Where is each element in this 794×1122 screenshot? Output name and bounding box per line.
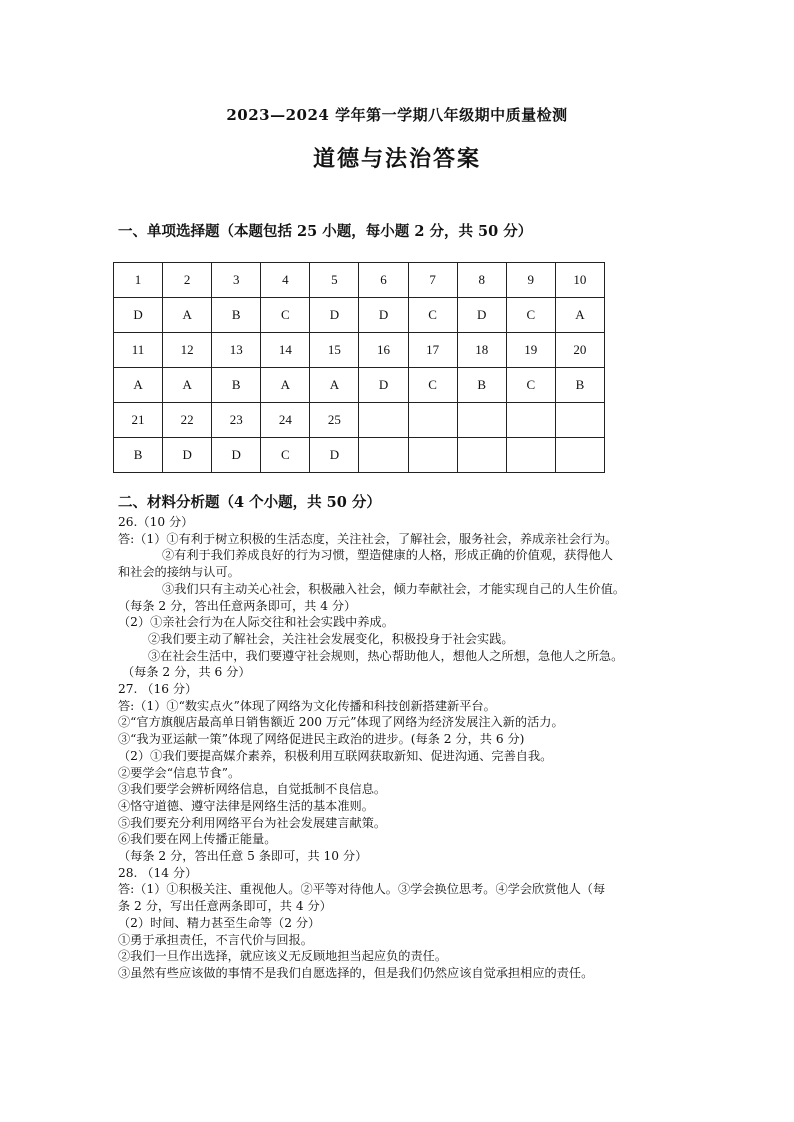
- table-cell: D: [114, 298, 163, 333]
- table-cell: 23: [212, 403, 261, 438]
- scoring-note: （每条 2 分，答出任意 5 条即可，共 10 分）: [118, 849, 368, 864]
- table-cell: D: [457, 298, 506, 333]
- table-cell: A: [163, 368, 212, 403]
- table-cell: 17: [408, 333, 457, 368]
- table-cell: [506, 438, 555, 473]
- table-cell: A: [555, 298, 604, 333]
- table-row: [114, 368, 605, 403]
- table-cell: A: [163, 298, 212, 333]
- table-cell: 15: [310, 333, 359, 368]
- answer-line: ③我们只有主动关心社会，积极融入社会，倾力奉献社会，才能实现自己的人生价值。: [162, 581, 626, 596]
- section2-heading: 二、材料分析题（4 个小题，共 50 分）: [118, 494, 381, 511]
- table-cell: A: [114, 368, 163, 403]
- answer-line: 条 2 分，写出任意两条即可，共 4 分）: [118, 899, 332, 914]
- table-cell: 13: [212, 333, 261, 368]
- table-cell: 25: [310, 403, 359, 438]
- table-cell: [555, 438, 604, 473]
- table-cell: 8: [457, 263, 506, 298]
- answer-line: ③“我为亚运献一策”体现了网络促进民主政治的进步。(每条 2 分，共 6 分): [118, 732, 525, 747]
- answer-line: ③我们要学会辨析网络信息，自觉抵制不良信息。: [118, 782, 387, 797]
- answer-line: （2）①亲社会行为在人际交往和社会实践中养成。: [118, 615, 394, 630]
- question-27-header: 27. （16 分）: [118, 682, 198, 697]
- table-cell: C: [261, 298, 310, 333]
- table-cell: A: [310, 368, 359, 403]
- table-cell: 20: [555, 333, 604, 368]
- table-cell: B: [555, 368, 604, 403]
- scoring-note: （每条 2 分，答出任意两条即可，共 4 分）: [118, 598, 357, 613]
- table-cell: [359, 403, 408, 438]
- table-cell: [457, 438, 506, 473]
- table-cell: 2: [163, 263, 212, 298]
- table-cell: B: [212, 368, 261, 403]
- answer-line: （2）①我们要提高媒介素养，积极利用互联网获取新知、促进沟通、完善自我。: [118, 748, 553, 763]
- table-cell: B: [114, 438, 163, 473]
- table-cell: B: [457, 368, 506, 403]
- table-cell: C: [506, 298, 555, 333]
- table-cell: 4: [261, 263, 310, 298]
- table-cell: [506, 403, 555, 438]
- answer-line: ①勇于承担责任，不言代价与回报。: [118, 932, 313, 947]
- answer-line: （2）时间、精力甚至生命等（2 分）: [118, 915, 321, 930]
- table-cell: A: [261, 368, 310, 403]
- table-cell: 1: [114, 263, 163, 298]
- table-cell: 19: [506, 333, 555, 368]
- answer-line: ⑥我们要在网上传播正能量。: [118, 832, 277, 847]
- answer-line: 答:（1）①积极关注、重视他人。②平等对待他人。③学会换位思考。④学会欣赏他人（每: [118, 882, 606, 897]
- answer-line: ②我们要主动了解社会，关注社会发展变化，积极投身于社会实践。: [148, 631, 514, 646]
- table-cell: 10: [555, 263, 604, 298]
- question-28-header: 28. （14 分）: [118, 865, 198, 880]
- table-cell: [555, 403, 604, 438]
- answer-line: 答:（1）①“数实点火”体现了网络为文化传播和科技创新搭建新平台。: [118, 698, 496, 713]
- table-cell: D: [359, 368, 408, 403]
- table-cell: 22: [163, 403, 212, 438]
- table-cell: C: [408, 298, 457, 333]
- answer-line: ③虽然有些应该做的事情不是我们自愿选择的，但是我们仍然应该自觉承担相应的责任。: [118, 965, 594, 980]
- table-cell: C: [261, 438, 310, 473]
- question-26-header: 26.（10 分）: [118, 515, 194, 529]
- table-cell: 9: [506, 263, 555, 298]
- table-row: [114, 403, 605, 438]
- table-cell: 16: [359, 333, 408, 368]
- table-cell: 7: [408, 263, 457, 298]
- answer-line: 答:（1）①有利于树立积极的生活态度，关注社会，了解社会，服务社会，养成亲社会行为。: [118, 531, 618, 546]
- table-cell: 18: [457, 333, 506, 368]
- table-cell: [457, 403, 506, 438]
- table-cell: B: [212, 298, 261, 333]
- table-cell: 14: [261, 333, 310, 368]
- answer-body: [118, 514, 688, 982]
- exam-title: 2023—2024 学年第一学期八年级期中质量检测: [226, 106, 568, 124]
- table-cell: [359, 438, 408, 473]
- answer-line: ⑤我们要充分利用网络平台为社会发展建言献策。: [118, 815, 387, 830]
- answer-line: ②我们一旦作出选择，就应该义无反顾地担当起应负的责任。: [118, 949, 448, 964]
- table-cell: D: [359, 298, 408, 333]
- answer-line: ③在社会生活中，我们要遵守社会规则，热心帮助他人，想他人之所想，急他人之所急。: [148, 648, 624, 663]
- answer-line: ④恪守道德、遵守法律是网络生活的基本准则。: [118, 798, 374, 813]
- table-cell: 21: [114, 403, 163, 438]
- table-cell: 5: [310, 263, 359, 298]
- table-cell: D: [163, 438, 212, 473]
- table-cell: 11: [114, 333, 163, 368]
- subject-title: 道德与法治答案: [312, 146, 481, 172]
- answer-line: ②“官方旗舰店最高单日销售额近 200 万元”体现了网络为经济发展注入新的活力。: [118, 715, 564, 730]
- table-cell: 12: [163, 333, 212, 368]
- table-cell: D: [212, 438, 261, 473]
- answer-line: ②要学会“信息节食”。: [118, 765, 241, 780]
- answer-line: ②有利于我们养成良好的行为习惯，塑造健康的人格，形成正确的价值观，获得他人: [162, 548, 613, 563]
- table-cell: C: [506, 368, 555, 403]
- table-row: [114, 333, 605, 368]
- section1-heading: 一、单项选择题（本题包括 25 小题，每小题 2 分，共 50 分）: [118, 223, 533, 240]
- answer-line: 和社会的接纳与认可。: [118, 565, 240, 580]
- table-cell: C: [408, 368, 457, 403]
- table-cell: [408, 403, 457, 438]
- table-cell: 3: [212, 263, 261, 298]
- table-cell: [408, 438, 457, 473]
- table-row: [114, 298, 605, 333]
- table-row: [114, 438, 605, 473]
- table-row: [114, 263, 605, 298]
- table-cell: D: [310, 298, 359, 333]
- table-cell: D: [310, 438, 359, 473]
- table-cell: 6: [359, 263, 408, 298]
- answer-table: [113, 262, 605, 473]
- scoring-note: （每条 2 分，共 6 分）: [122, 665, 251, 680]
- table-cell: 24: [261, 403, 310, 438]
